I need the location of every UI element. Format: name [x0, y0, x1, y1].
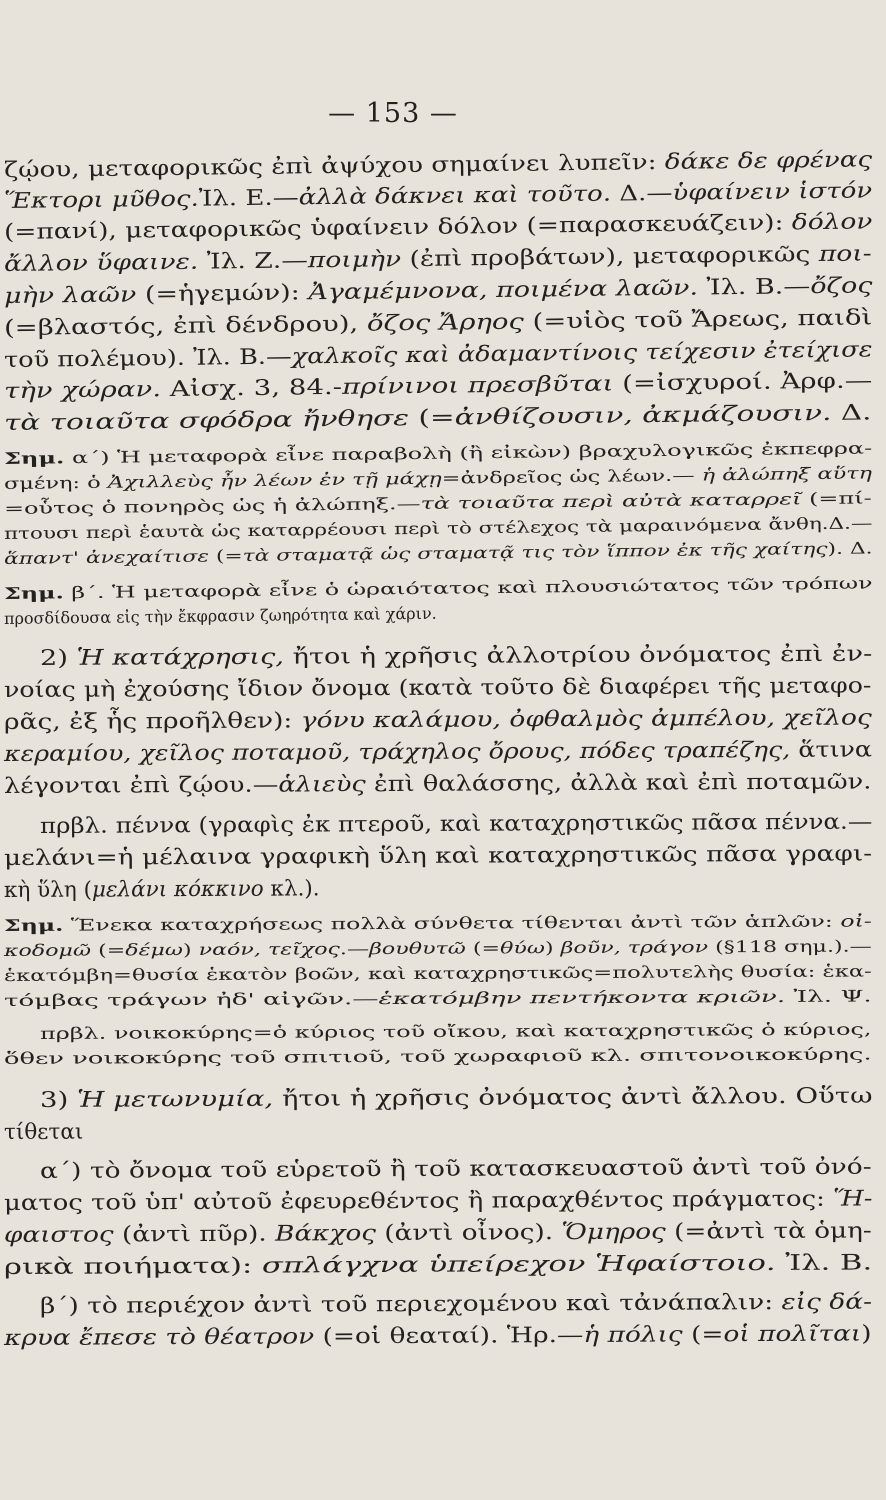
text-line [4, 400, 872, 436]
text-run: Ἰλ. Ζ.— [198, 248, 308, 275]
text-run: Ἰλ. Ψ. [785, 986, 872, 1006]
text-run: (=βλαστός, ἐπὶ δένδρου), [3, 311, 368, 341]
text-run: ) [182, 939, 199, 960]
text-line [4, 273, 873, 309]
text-run: ἀνθίζουσιν, ἀκμάζουσιν. [454, 400, 832, 431]
text-run: τὰ σταματᾷ ὡς σταματᾷ τις τὸν ἵππον ἐκ τῆς χαίτης [242, 538, 828, 566]
text-run: ἀλλὰ δάκνει καὶ τοῦτο. [298, 181, 612, 211]
text-run: (= [208, 546, 243, 566]
text-run: τοῦ πολέμου). Ἰλ. Β.— [3, 344, 292, 373]
text-run: Ἰλ. Β. [775, 1250, 873, 1276]
text-run: πρίνινοι πρεσβῦται [341, 371, 614, 400]
text-run: Ἡ κατάχρησις, [76, 644, 285, 671]
text-run: ποι- [818, 241, 872, 268]
text-run: γόνυ καλάμου, ὀφθαλμὸς ἀμπέλου, χεῖλος [300, 705, 872, 734]
text-run: σπλάγχνα ὑπείρεχον Ἡφαίστοιο. [261, 1250, 776, 1279]
text-run: λέγονται ἐπὶ ζῴου.— [3, 772, 279, 799]
text-run: Ἀχιλλεὺς ἦν λέων ἐν τῇ μάχῃ [107, 468, 442, 492]
text-run: Αἰσχ. 3, 84.- [160, 374, 343, 403]
text-line [4, 147, 872, 183]
text-run: ὅθεν νοικοκύρης τοῦ σπιτιοῦ, τοῦ χωραφιοῦ κλ. σπιτονοικοκύρης. [3, 1044, 872, 1068]
text-run: Ἰλ. Β.— [697, 274, 811, 301]
text-run: ἡ ἀλώπηξ αὕτη [701, 463, 873, 485]
text-run: οἰ- [840, 911, 872, 931]
text-run: κρυα ἔπεσε τὸ θέατρον [3, 1324, 315, 1351]
text-run: Σημ. [3, 915, 64, 935]
text-run: (=ἡγεμών): [136, 280, 309, 308]
text-run: μελάνι κόκκινο [91, 876, 264, 903]
text-run: Ἕνεκα καταχρήσεως πολλὰ σύνθετα τίθενται ἀντὶ τῶν ἁπλῶν: [63, 911, 841, 935]
text-run: κὴ ὕλη ( [3, 877, 93, 903]
text-run: ματος τοῦ ὑπ' αὐτοῦ ἐφευρεθέντος ἢ παραχθέντος πράγματος: [3, 1186, 834, 1216]
text-run: (= [465, 938, 501, 958]
text-run: β΄. Ἡ μεταφορὰ εἶνε ὁ ὡραιότατος καὶ πλουσιώτατος τῶν τρόπων [63, 573, 873, 603]
text-run: τὴν χώραν. [3, 377, 162, 404]
text-run: (=υἱὸς τοῦ Ἄρεως, παιδὶ [523, 305, 873, 335]
text-line [4, 986, 872, 1010]
text-run: οἱ πολῖται [723, 1321, 862, 1348]
text-line [4, 178, 872, 214]
text-run: πτουσι περὶ ἑαυτὰ ὡς καταρρέουσι περὶ τὸ στέλεχος τὰ μαραινόμενα ἄνθη.Δ.— [3, 513, 873, 543]
text-line [4, 209, 873, 245]
text-line [4, 876, 320, 903]
text-run: δέμω [125, 940, 183, 960]
text-line [4, 604, 437, 628]
text-line [4, 769, 872, 799]
text-run: ἐπὶ θαλάσσης, ἀλλὰ καὶ ἐπὶ ποταμῶν. [365, 769, 872, 798]
text-line [40, 642, 872, 671]
text-run: (=πανί), μεταφορικῶς ὑφαίνειν δόλον (=παρασκευάζειν): [3, 210, 792, 245]
text-run: (=οἱ θεαταί). Ἡρ.— [314, 1322, 584, 1350]
text-line [40, 1290, 872, 1319]
text-line [40, 1084, 873, 1113]
text-run: β΄) τὸ περιέχον ἀντὶ τοῦ περιεχομένου καὶ τἀνάπαλιν: [39, 1290, 782, 1319]
page-number: — 153 — [328, 98, 458, 129]
text-run: νοίας μὴ ἐχούσης ἴδιον ὄνομα (κατὰ τοῦτο δὲ διαφέρει τῆς μεταφο- [3, 673, 872, 703]
text-line [4, 961, 872, 985]
text-run: (= [90, 940, 126, 960]
text-run: (=πί- [801, 488, 872, 509]
text-run: =οὗτος ὁ πονηρὸς ὡς ἡ ἀλώπηξ.— [3, 493, 421, 518]
text-run: ποιμὴν [307, 247, 402, 274]
text-run: πρβλ. νοικοκύρης=ὁ κύριος τοῦ οἴκου, καὶ καταχρηστικῶς ὁ κύριος, [39, 1019, 872, 1043]
text-line [4, 737, 872, 767]
text-run: ὄζος Ἄρηος [366, 309, 524, 337]
text-run: φαιστος [3, 1222, 114, 1248]
text-run: ρᾶς, ἐξ ἧς προῆλθεν): [3, 708, 301, 735]
text-run: τὰ τοιαῦτα περὶ αὐτὰ καταρρεῖ [420, 489, 802, 513]
text-line [4, 1218, 872, 1248]
text-run: ἤτοι ἡ χρῆσις ὀνόματος ἀντὶ ἄλλου. Οὕτω [273, 1083, 873, 1112]
text-run: 2) [39, 645, 77, 671]
text-run: Ἀγαμέμνονα, ποιμένα λαῶν. [308, 275, 699, 306]
text-run: (ἐπὶ προβάτων), μεταφορικῶς [400, 242, 819, 273]
text-run: Ἥ- [832, 1186, 873, 1212]
text-line [4, 911, 872, 935]
text-line [4, 1120, 83, 1145]
text-line [4, 841, 872, 871]
text-line [40, 810, 872, 839]
text-run: ἅπαντ' ἀνεχαίτισε [3, 546, 210, 568]
text-run: ἅτινα [790, 737, 873, 763]
text-run: ἑκατόμβην πεντήκοντα κριῶν. [378, 986, 786, 1009]
text-line [4, 438, 872, 468]
text-line [4, 705, 872, 735]
text-run: ἑκατόμβη=θυσία ἑκατὸν βοῶν, καὶ καταχρηστικῶς=πολυτελὴς θυσία: ἑκα- [3, 961, 872, 985]
text-run: ἁλιεὺς [278, 772, 366, 798]
text-run: (=ἰσχυροί. Ἀρφ.— [613, 368, 873, 397]
text-run: ρικὰ ποιήματα): [3, 1253, 263, 1280]
text-run: κλ.). [263, 876, 320, 902]
text-run: (ἀντὶ οἶνος). [375, 1220, 562, 1247]
text-run: =ἀνδρεῖος ὡς λέων.— [441, 465, 702, 488]
text-run: Βάκχος [275, 1221, 377, 1247]
text-run: μὴν λαῶν [3, 282, 137, 309]
text-run: πρβλ. πέννα (γραφὶς ἐκ πτεροῦ, καὶ καταχρηστικῶς πᾶσα πέννα.— [39, 809, 873, 839]
text-run: βοῦν, τράγον [560, 937, 709, 958]
text-run: .— [339, 939, 370, 959]
text-line [4, 573, 873, 603]
text-run: (=ἀντὶ τὰ ὁμη- [665, 1218, 872, 1245]
text-line [4, 538, 873, 568]
text-run: τίθεται [3, 1119, 84, 1145]
text-run: Δ. [831, 400, 872, 426]
text-run: τὰ τοιαῦτα σφόδρα ἤνθησε [3, 406, 410, 436]
text-run: ζῴου, μεταφορικῶς ἐπὶ ἀψύχου σημαίνει λυπεῖν: [3, 149, 665, 183]
text-line [4, 463, 872, 493]
text-run: Σημ. [3, 448, 65, 468]
text-run: (§118 σημ.).— [708, 936, 872, 957]
text-run: κοδομῶ [3, 940, 92, 960]
text-run: (ἀντὶ πῦρ). [113, 1221, 276, 1248]
text-line [4, 337, 873, 373]
text-line [4, 368, 873, 404]
text-run: ἄλλον ὕφαινε. [3, 249, 199, 277]
text-run: κεραμίου, χεῖλος ποταμοῦ, τράχηλος ὄρους, πόδες τραπέζης, [3, 737, 791, 767]
text-run: τόμβας τράγων ἠδ' αἰγῶν.— [3, 989, 379, 1010]
text-run: (= [682, 1322, 724, 1348]
text-line [4, 1044, 872, 1068]
text-line [4, 513, 873, 543]
text-run: μελάνι=ἡ μέλαινα γραφικὴ ὕλη καὶ καταχρηστικῶς πᾶσα γραφι- [3, 841, 873, 871]
text-run: ὄζος [810, 273, 873, 300]
text-run: ὑφαίνειν ἱστόν [672, 178, 873, 206]
text-run: ἤτοι ἡ χρῆσις ἀλλοτρίου ὀνόματος ἐπὶ ἐν- [283, 641, 873, 670]
text-run: 3) [39, 1087, 78, 1113]
text-run: βουθυτῶ [369, 938, 466, 959]
text-run: σμένη: ὁ [3, 472, 108, 493]
text-run: Ἰλ. Ε.— [198, 185, 299, 212]
text-run: εἰς δά- [781, 1289, 873, 1316]
text-run: δόλον [791, 209, 873, 236]
text-line [40, 1020, 872, 1043]
text-run: α΄) Ἡ μεταφορὰ εἶνε παραβολὴ (ἢ εἰκὼν) βραχυλογικῶς ἐκπεφρα- [64, 438, 873, 468]
text-run: δάκε δε φρένας [664, 147, 873, 175]
text-run: α΄) τὸ ὄνομα τοῦ εὑρετοῦ ἢ τοῦ κατασκευαστοῦ ἀντὶ τοῦ ὀνό- [39, 1154, 872, 1184]
text-run: χαλκοῖς καὶ ἀδαμαντίνοις τείχεσιν ἐτείχισε [291, 337, 873, 370]
text-run: ἡ πόλις [583, 1322, 683, 1348]
text-run: ) [544, 938, 561, 958]
text-run: ). Δ. [827, 538, 873, 558]
text-line [4, 1186, 873, 1216]
text-line [4, 936, 872, 960]
text-run: ναόν, τεῖχος [198, 939, 340, 959]
text-line [4, 1321, 872, 1351]
text-run: Ἕκτορι μῦθος. [3, 186, 199, 214]
text-line [4, 488, 872, 518]
text-run: θύω [500, 938, 545, 958]
text-run: Δ.— [610, 180, 673, 207]
text-run: (= [408, 405, 455, 432]
text-line [40, 1155, 872, 1184]
text-run: Ἡ μετωνυμία, [76, 1086, 274, 1113]
text-run: Ὅμηρος [561, 1219, 666, 1246]
text-run: ) [861, 1321, 872, 1347]
text-line [4, 673, 872, 703]
text-run: προσδίδουσα εἰς τὴν ἔκφρασιν ζωηρότητα καὶ χάριν. [3, 603, 437, 628]
text-line [4, 1250, 872, 1280]
text-run: Σημ. [3, 583, 64, 603]
text-line [4, 305, 873, 341]
text-line [4, 241, 872, 277]
